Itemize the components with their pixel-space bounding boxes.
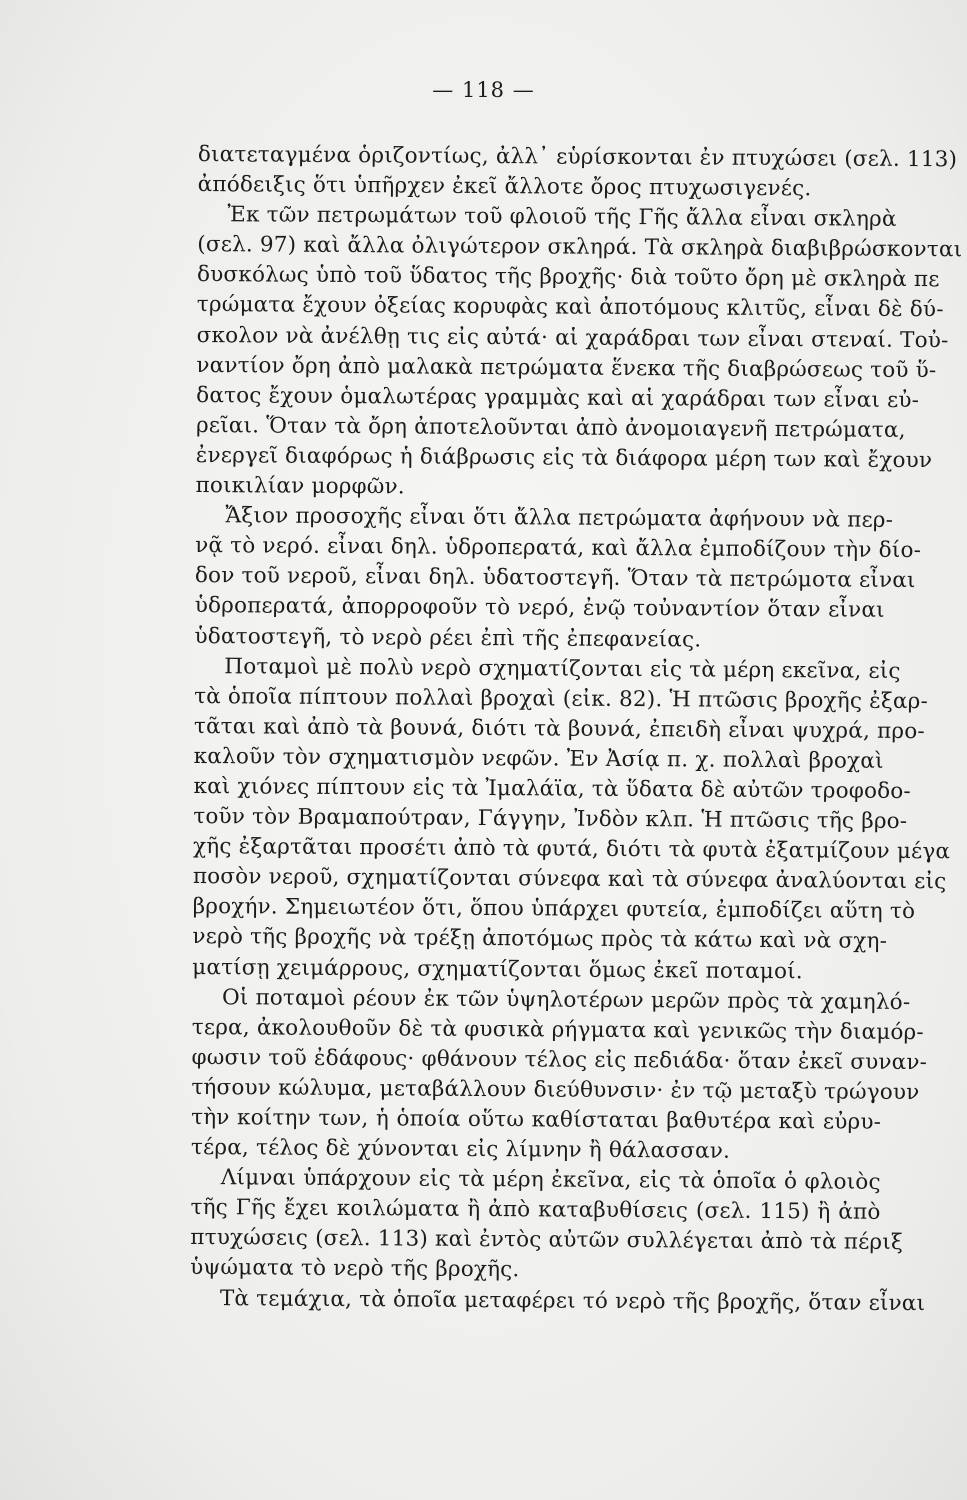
paragraph [192,652,951,988]
text-line: ποσὸν νεροῦ, σχηματίζονται σύνεφα καὶ τὰ σύνεφα ἀναλύονται εἰς [192,864,947,895]
text-line: δυσκόλως ὑπὸ τοῦ ὕδατος τῆς βροχῆς· διὰ τοῦτο ὄρη μὲ σκληρὰ πε [196,262,940,293]
paragraph [190,1163,904,1288]
text-line: τήσουν κώλυμα, μεταβάλλουν διεύθυνσιν· ἐν τῷ μεταξὺ τρώγουν [191,1074,920,1105]
text-line: Οἱ ποταμοὶ ρέουν ἐκ τῶν ὑψηλοτέρων μερῶν πρὸς τὰ χαμηλό- [221,984,911,1015]
text-line: τᾶται καὶ ἀπὸ τὰ βουνά, διότι τὰ βουνά, ἐπειδὴ εἶναι ψυχρά, προ- [193,713,925,744]
text-line: ὑδροπερατά, ἀπορροφοῦν τὸ νερό, ἐνῷ τοὐναντίον ὅταν εἶναι [194,593,885,624]
text-line: ὑδατοστεγῆ, τὸ νερὸ ρέει ἐπὶ τῆς ἐπεφανείας. [194,623,702,653]
text-line: Λίμναι ὑπάρχουν εἰς τὰ μέρη ἐκεῖνα, εἰς τὰ ὁποῖα ὁ φλοιὸς [220,1165,881,1195]
text-line: ἀπόδειξις ὅτι ὑπῆρχεν ἐκεῖ ἄλλοτε ὄρος πτυχωσιγενές. [197,172,812,202]
page-body-text [190,140,963,1318]
text-line: τερα, ἀκολουθοῦν δὲ τὰ φυσικὰ ρήγματα καὶ γενικῶς τὴν διαμόρ- [191,1014,924,1045]
text-line: πτυχώσεις (σελ. 113) καὶ ἐντὸς αὐτῶν συλλέγεται ἀπὸ τὰ πέριξ [190,1225,904,1256]
paragraph [197,140,958,205]
page-number: — 118 — [432,78,535,102]
text-line: Τὰ τεμάχια, τὰ ὁποῖα μεταφέρει τό νερὸ τῆς βροχῆς, ὅταν εἶναι [219,1285,926,1316]
text-line: Ποταμοὶ μὲ πολὺ νερὸ σχηματίζονται εἰς τὰ μέρη εκεῖνα, εἰς [224,653,901,684]
text-line: τὰ ὁποῖα πίπτουν πολλαὶ βροχαὶ (εἰκ. 82). Ἡ πτῶσις βροχῆς ἐξαρ- [194,683,929,714]
text-line: δον τοῦ νεροῦ, εἶναι δηλ. ὑδατοστεγῆ. Ὅταν τὰ πετρώμοτα εἶναι [194,563,916,594]
text-line: ποικιλίαν μορφῶν. [195,473,405,500]
paragraph [195,200,963,506]
text-line: ὑψώματα τὸ νερὸ τῆς βροχῆς. [190,1255,520,1283]
text-line: τέρα, τέλος δὲ χύνονται εἰς λίμνην ἢ θάλασσαν. [190,1135,731,1164]
text-line: ματίσῃ χειμάρρους, σχηματίζονται ὅμως ἐκεῖ ποταμοί. [192,954,803,984]
text-line: ναντίον ὄρη ἀπὸ μαλακὰ πετρώματα ἕνεκα τῆς διαβρώσεως τοῦ ὕ- [196,352,937,383]
text-line: νᾷ τὸ νερό. εἶναι δηλ. ὑδροπερατά, καὶ ἄλλα ἐμποδίζουν τὴν δίο- [195,533,922,564]
text-line: καὶ χιόνες πίπτουν εἰς τὰ Ἰμαλάϊα, τὰ ὕδατα δὲ αὐτῶν τροφοδο- [193,773,912,804]
text-line: σκολον νὰ ἀνέλθῃ τις εἰς αὐτά· αἱ χαράδραι των εἶναι στεναί. Τοὐ- [196,322,949,353]
text-line: τοῦν τὸν Βραμαπούτραν, Γάγγην, Ἰνδὸν κλπ. Ἡ πτῶσις τῆς βρο- [193,804,908,835]
text-line: βροχήν. Σημειωτέον ὅτι, ὅπου ὑπάρχει φυτεία, ἐμποδίζει αὕτη τὸ [192,894,916,925]
paragraph [190,983,928,1168]
text-line: ρεῖαι. Ὅταν τὰ ὄρη ἀποτελοῦνται ἀπὸ ἀνομοιαγενῆ πετρώματα, [195,412,906,443]
text-line: νερὸ τῆς βροχῆς νὰ τρέξῃ ἀποτόμως πρὸς τὰ κάτω καὶ νὰ σχη- [192,924,888,955]
text-line: τῆς Γῆς ἔχει κοιλώματα ἢ ἀπὸ καταβυθίσεις (σελ. 115) ἢ ἀπὸ [190,1195,881,1226]
paragraph [190,1284,926,1319]
paragraph [194,501,922,656]
text-line: διατεταγμένα ὁριζοντίως, ἀλλ᾽ εὑρίσκονται ἐν πτυχώσει (σελ. 113) [197,141,958,173]
text-line: Ἄξιον προσοχῆς εἶναι ὅτι ἄλλα πετρώματα ἀφήνουν νὰ περ- [225,503,894,533]
text-line: τρώματα ἔχουν ὀξείας κορυφὰς καὶ ἀποτόμους κλιτῦς, εἶναι δὲ δύ- [196,292,944,323]
text-line: δατος ἔχουν ὁμαλωτέρας γραμμὰς καὶ αἱ χαράδραι των εἶναι εὐ- [196,382,920,413]
text-line: (σελ. 97) καὶ ἄλλα ὀλιγώτερον σκληρά. Τὰ σκληρὰ διαβιβρώσκονται [197,232,963,263]
text-line: ἐνεργεῖ διαφόρως ἡ διάβρωσις εἰς τὰ διάφορα μέρη των καὶ ἔχουν [195,442,933,474]
text-line: καλοῦν τὸν σχηματισμὸν νεφῶν. Ἐν Ἀσίᾳ π. χ. πολλαὶ βροχαὶ [193,743,884,774]
text-line: χῆς ἐξαρτᾶται προσέτι ἀπὸ τὰ φυτά, διότι τὰ φυτὰ ἐξατμίζουν μέγα [192,834,951,865]
text-line: Ἐκ τῶν πετρωμάτων τοῦ φλοιοῦ τῆς Γῆς ἄλλα εἶναι σκληρὰ [227,202,897,233]
text-line: φωσιν τοῦ ἐδάφους· φθάνουν τέλος εἰς πεδιάδα· ὅταν ἐκεῖ συναν- [191,1044,928,1075]
text-line: τὴν κοίτην των, ἡ ὁποία οὕτω καθίσταται βαθυτέρα καὶ εὐρυ- [191,1104,882,1135]
